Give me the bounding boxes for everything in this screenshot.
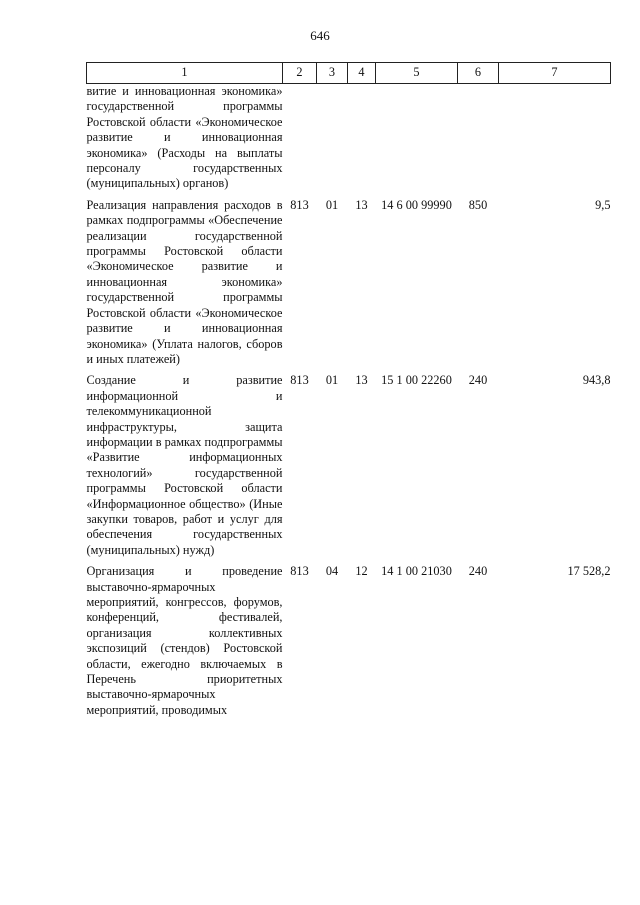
column-header-6: 6 (458, 63, 499, 84)
cell-amount: 9,5 (595, 197, 611, 212)
cell-ministry-code: 813 (290, 564, 309, 579)
cell-expense-type: 240 (468, 564, 488, 579)
cell-amount (499, 84, 611, 192)
cell-target-article (376, 84, 458, 192)
cell-ministry-code: 813 (290, 197, 309, 212)
cell-expense-type (458, 84, 499, 192)
row-description: Организация и проведение выставочно-ярмарочных мероприятий, конгрессов, форумов, конференций, фестивалей, организация коллективных экспозиций (стендов) Ростовской области, ежегодно включаемых в Перечень приоритетных выставочно-ярмарочных мероприятий, проводимых (86, 564, 283, 717)
cell-section: 01 (325, 373, 339, 388)
cell-amount: 17 528,2 (567, 564, 611, 579)
column-header-1: 1 (87, 63, 283, 84)
page-number: 646 (310, 28, 330, 43)
cell-expense-type: 240 (468, 373, 488, 388)
table-row (87, 84, 611, 192)
cell-amount: 943,8 (582, 373, 611, 388)
cell-section: 04 (325, 564, 339, 579)
cell-section (317, 84, 348, 192)
cell-ministry-code: 813 (290, 373, 309, 388)
table-row (87, 367, 611, 558)
column-header-7: 7 (499, 63, 611, 84)
cell-ministry-code (283, 84, 317, 192)
budget-table (86, 62, 611, 718)
row-description: Создание и развитие информационной и телекоммуникационной инфраструктуры, защита информации в рамках подпрограммы «Развитие информационных технологий» государственной программы Ростовской области «Информационное общество» (Иные закупки товаров, работ и услуг для обеспечения государственных (муниципальных) нужд) (86, 373, 283, 557)
cell-subsection: 13 (355, 197, 368, 212)
cell-expense-type: 850 (468, 197, 488, 212)
cell-subsection: 12 (355, 564, 368, 579)
table-row (87, 558, 611, 718)
column-header-5: 5 (376, 63, 458, 84)
row-description: Реализация направления расходов в рамках подпрограммы «Обеспечение реализации государственной программы Ростовской области «Экономическое развитие и инновационная экономика» государственной программы Ростовской области «Экономическое развитие и инновационная экономика» (Уплата налогов, сборов и иных платежей) (86, 197, 283, 366)
cell-target-article: 15 1 00 22260 (381, 373, 452, 388)
cell-subsection: 13 (355, 373, 368, 388)
table-header-row (87, 63, 611, 84)
cell-target-article: 14 1 00 21030 (381, 564, 452, 579)
table-row (87, 192, 611, 367)
cell-subsection (348, 84, 376, 192)
column-header-2: 2 (283, 63, 317, 84)
column-header-4: 4 (348, 63, 376, 84)
cell-target-article: 14 6 00 99990 (381, 197, 452, 212)
column-header-3: 3 (317, 63, 348, 84)
cell-section: 01 (325, 197, 339, 212)
row-description: витие и инновационная экономика» государственной программы Ростовской области «Экономическое развитие и инновационная экономика» (Расходы на выплаты персоналу государственных (муниципальных) органов) (86, 84, 283, 191)
